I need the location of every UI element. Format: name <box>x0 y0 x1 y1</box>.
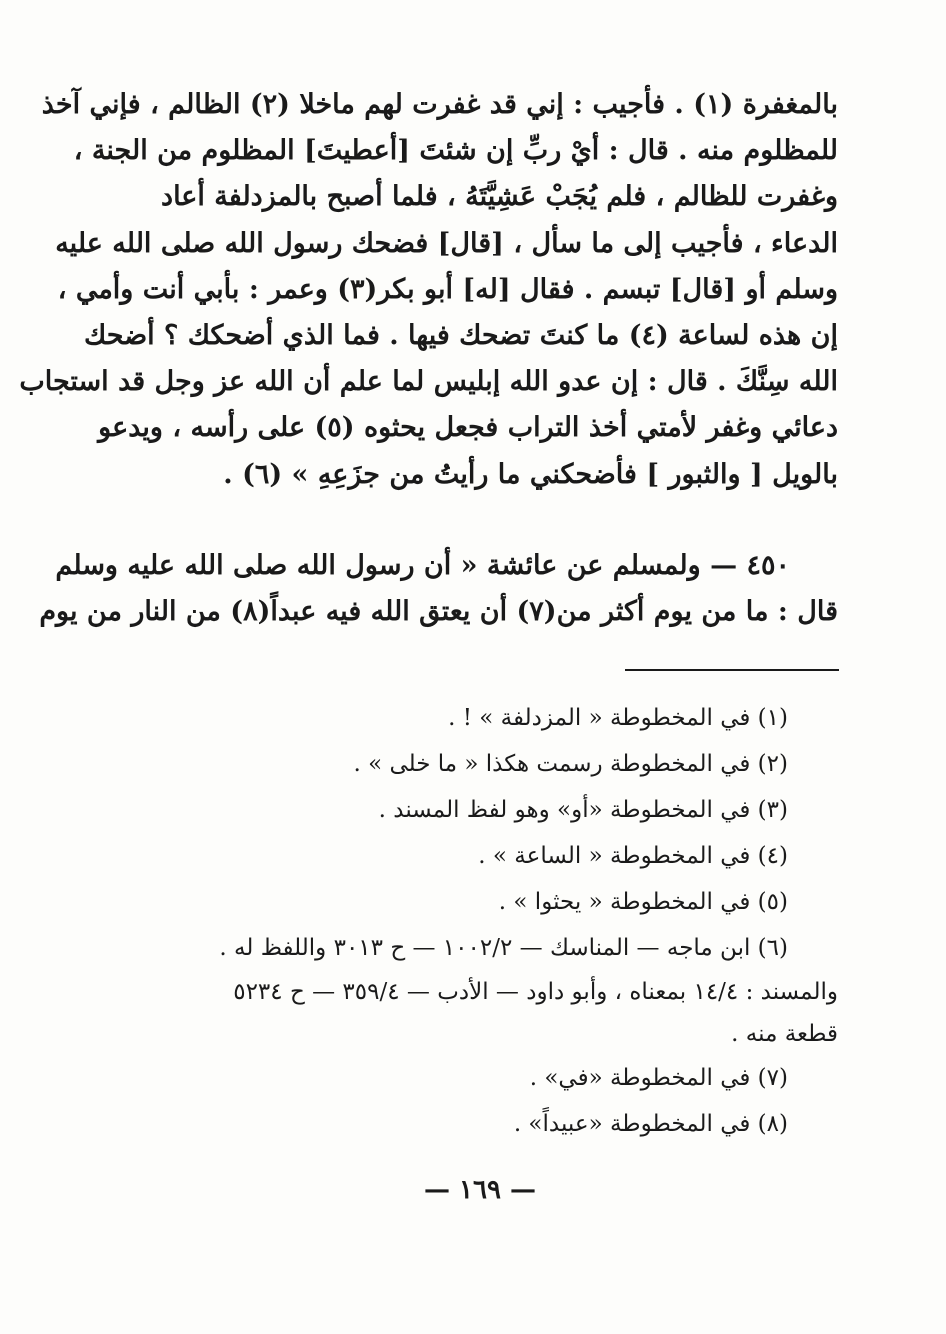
main-text-line: وسلم أو [قال] تبسم . فقال [له] أبو بكر(٣) وعمر : بأبي أنت وأمي ، <box>57 273 838 305</box>
footnote-5: (٥) في المخطوطة « يحثوا » . <box>498 889 788 915</box>
footnote-2: (٢) في المخطوطة رسمت هكذا « ما خلى » . <box>353 751 788 777</box>
hadith-line: ٤٥٠ — ولمسلم عن عائشة « أن رسول الله صلى الله عليه وسلم <box>55 550 790 581</box>
page-number: — ١٦٩ — <box>423 1175 537 1205</box>
main-text-line: إن هذه لساعة (٤) ما كنتَ تضحك فيها . فما الذي أضحكك ؟ أضحك <box>84 319 838 351</box>
main-text-line: الدعاء ، فأجيب إلى ما سأل ، [قال] فضحك رسول الله صلى الله عليه <box>55 227 838 259</box>
hadith-450-block <box>39 543 838 635</box>
footnote-6: (٦) ابن ماجه — المناسك — ١٠٠٢/٢ — ح ٣٠١٣ واللفظ له . <box>219 935 788 961</box>
main-text-line: الله سِنَّكَ . قال : إن عدو الله إبليس لما علم أن الله عز وجل قد استجاب <box>19 366 838 398</box>
footnote-1: (١) في المخطوطة « المزدلفة » ! . <box>448 705 788 731</box>
footnote-7: (٧) في المخطوطة «في» . <box>529 1065 788 1091</box>
footnote-6-continuation: قطعة منه . <box>731 1021 838 1047</box>
footnote-divider <box>625 669 839 671</box>
main-text-line: دعائي وغفر لأمتي أخذ التراب فجعل يحثوه (٥) على رأسه ، ويدعو <box>98 412 838 444</box>
footnote-8: (٨) في المخطوطة «عبيداً» . <box>513 1111 788 1137</box>
footnote-6-continuation: والمسند : ١٤/٤ بمعناه ، وأبو داود — الأدب — ٣٥٩/٤ — ح ٥٢٣٤ <box>233 979 838 1005</box>
footnotes-block <box>178 695 838 1147</box>
main-text-block <box>19 82 838 498</box>
footnote-3: (٣) في المخطوطة «أو» وهو لفظ المسند . <box>378 797 788 823</box>
main-text-line: للمظلوم منه . قال : أيْ ربِّ إن شئتَ [أعطيتَ] المظلوم من الجنة ، <box>73 135 838 167</box>
main-text-line: وغفرت للظالم ، فلم يُجَبْ عَشِيَّتَهُ ، فلما أصبح بالمزدلفة أعاد <box>161 181 838 213</box>
main-text-line: بالويل [ والثبور ] فأضحكني ما رأيتُ من جزَعِهِ » (٦) . <box>223 458 838 490</box>
main-text-line: بالمغفرة (١) . فأجيب : إني قد غفرت لهم ماخلا (٢) الظالم ، فإني آخذ <box>41 89 838 120</box>
hadith-line: قال : ما من يوم أكثر من(٧) أن يعتق الله فيه عبداً(٨) من النار من يوم <box>39 596 838 627</box>
footnote-4: (٤) في المخطوطة « الساعة » . <box>478 843 788 869</box>
